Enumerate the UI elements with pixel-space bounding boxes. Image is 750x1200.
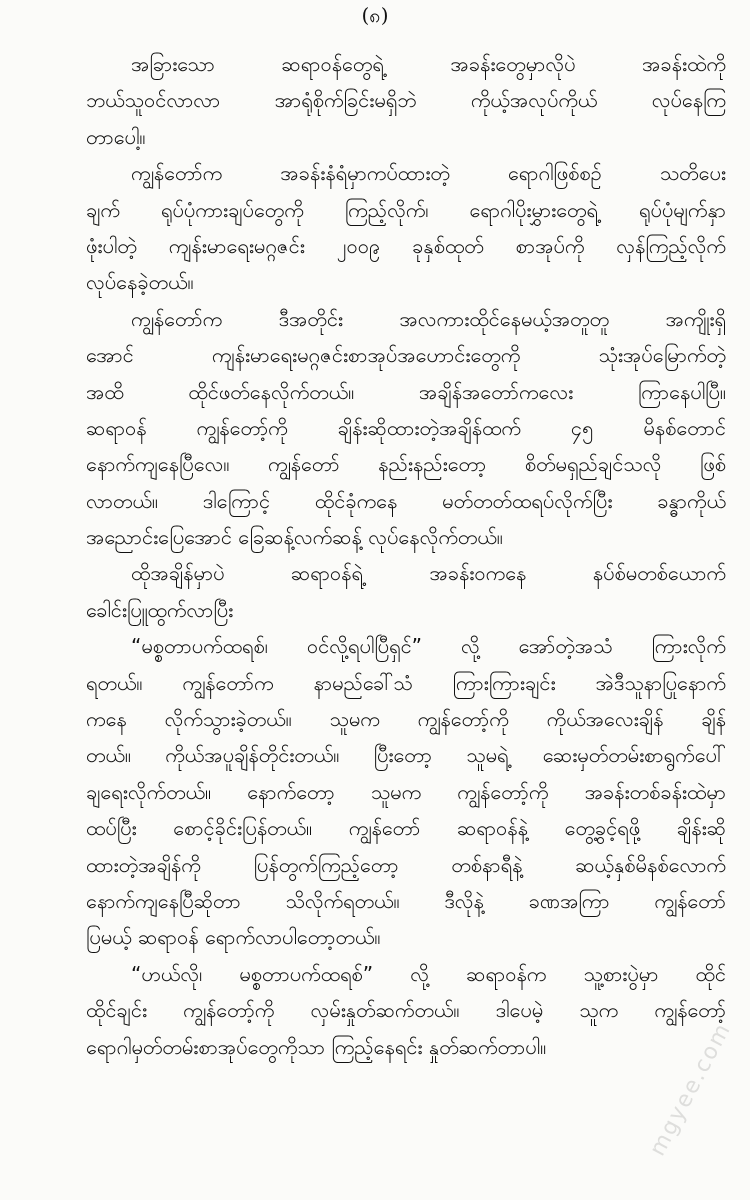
text-line: ထပ်ပြီး စောင့်ခိုင်းပြန်တယ်။ ကျွန်တော် ဆရာဝန်နဲ့ တွေ့ခွင့်ရဖို့ ချိန်းဆို bbox=[86, 816, 726, 841]
text-line: တယ်။ ကိုယ်အပူချိန်တိုင်းတယ်။ ပြီးတော့ သူမရဲ့ ဆေးမှတ်တမ်းစာရွက်ပေါ် bbox=[86, 743, 726, 768]
text-line: ထိုအချိန်မှာပဲ ဆရာဝန်ရဲ့ အခန်းဝကနေ နပ်စ်မတစ်ယောက် bbox=[131, 561, 726, 586]
text-line: ခေါင်းပြူထွက်လာပြီး bbox=[86, 597, 234, 622]
text-line: ရောဂါမှတ်တမ်းစာအုပ်တွေကိုသာ ကြည့်နေရင်း နှုတ်ဆက်တာပါ။ bbox=[86, 1034, 547, 1059]
text-line: အောင် ကျန်းမာရေးမဂ္ဂဇင်းစာအုပ်အဟောင်းတွေကို သုံးအုပ်မြောက်တဲ့ bbox=[86, 343, 726, 368]
text-line: ဖုံးပါတဲ့ ကျန်းမာရေးမဂ္ဂဇင်း ၂၀၀၉ ခုနှစ်ထုတ် စာအုပ်ကို လှန်ကြည့်လိုက် bbox=[86, 233, 726, 258]
text-line: ချရေးလိုက်တယ်။ နောက်တော့ သူမက ကျွန်တော့်ကို အခန်းတစ်ခန်းထဲမှာ bbox=[86, 779, 726, 804]
text-line: ထိုင်ချင်း ကျွန်တော့်ကို လှမ်းနှုတ်ဆက်တယ်။ ဒါပေမဲ့ သူက ကျွန်တော့် bbox=[86, 998, 726, 1023]
watermark: mgyee.com bbox=[644, 1018, 736, 1161]
text-line: တာပေါ့။ bbox=[86, 124, 146, 149]
text-line: ဆရာဝန် ကျွန်တော့်ကို ချိန်းဆိုထားတဲ့အချိန်ထက် ၄၅ မိနစ်တောင် bbox=[86, 415, 726, 440]
text-line: လာတယ်။ ဒါကြောင့် ထိုင်ခုံကနေ မတ်တတ်ထရပ်လိုက်ပြီး ခန္ဓာကိုယ် bbox=[86, 488, 726, 513]
text-line: လုပ်နေခဲ့တယ်။ bbox=[86, 270, 194, 295]
text-line: ပြမယ့် ဆရာဝန် ရောက်လာပါတော့တယ်။ bbox=[86, 925, 381, 950]
page-number: (၈) bbox=[361, 3, 389, 27]
text-line: ထားတဲ့အချိန်ကို ပြန်တွက်ကြည့်တော့ တစ်နာရီနဲ့ ဆယ့်နှစ်မိနစ်လောက် bbox=[86, 852, 726, 877]
text-line: “ဟယ်လို၊ မစ္စတာပက်ထရစ်” လို့ ဆရာဝန်က သူ့စားပွဲမှာ ထိုင် bbox=[131, 961, 726, 986]
text-line: ရတယ်။ ကျွန်တော်က နာမည်ခေါ်သံ ကြားကြားချင်း အဲဒီသူနာပြုနောက် bbox=[86, 670, 726, 695]
text-line: ကနေ လိုက်သွားခဲ့တယ်။ သူမက ကျွန်တော့်ကို ကိုယ်အလေးချိန် ချိန် bbox=[86, 707, 726, 732]
text-line: နောက်ကျနေပြီဆိုတာ သိလိုက်ရတယ်။ ဒီလိုနဲ့ ခဏအကြာ ကျွန်တော် bbox=[86, 888, 726, 913]
text-line: ကျွန်တော်က ဒီအတိုင်း အလကားထိုင်နေမယ့်အတူတူ အကျိုးရှိ bbox=[131, 306, 726, 331]
body-text bbox=[86, 46, 726, 1065]
text-line: ကျွန်တော်က အခန်းနံရံမှာကပ်ထားတဲ့ ရောဂါဖြစ်စဉ် သတိပေး bbox=[131, 161, 726, 186]
text-line: ချက် ရုပ်ပုံကားချပ်တွေကို ကြည့်လိုက်၊ ရောဂါပိုးမွှားတွေရဲ့ ရုပ်ပုံမျက်နှာ bbox=[86, 197, 726, 222]
text-line: “မစ္စတာပက်ထရစ်၊ ဝင်လို့ရပါပြီရှင်” လို့ အော်တဲ့အသံ ကြားလိုက် bbox=[131, 634, 726, 659]
text-line: ဘယ်သူဝင်လာလာ အာရုံစိုက်ခြင်းမရှိဘဲ ကိုယ့်အလုပ်ကိုယ် လုပ်နေကြ bbox=[86, 88, 726, 113]
text-line: အခြားသော ဆရာဝန်တွေရဲ့ အခန်းတွေမှာလိုပဲ အခန်းထဲကို bbox=[131, 52, 726, 76]
text-line: အညောင်းပြေအောင် ခြေဆန့်လက်ဆန့် လုပ်နေလိုက်တယ်။ bbox=[86, 525, 503, 550]
text-line: အထိ ထိုင်ဖတ်နေလိုက်တယ်။ အချိန်အတော်ကလေး ကြာနေပါပြီ။ bbox=[86, 379, 726, 404]
text-line: နောက်ကျနေပြီလေ။ ကျွန်တော် နည်းနည်းတော့ စိတ်မရှည်ချင်သလို ဖြစ် bbox=[86, 452, 726, 477]
